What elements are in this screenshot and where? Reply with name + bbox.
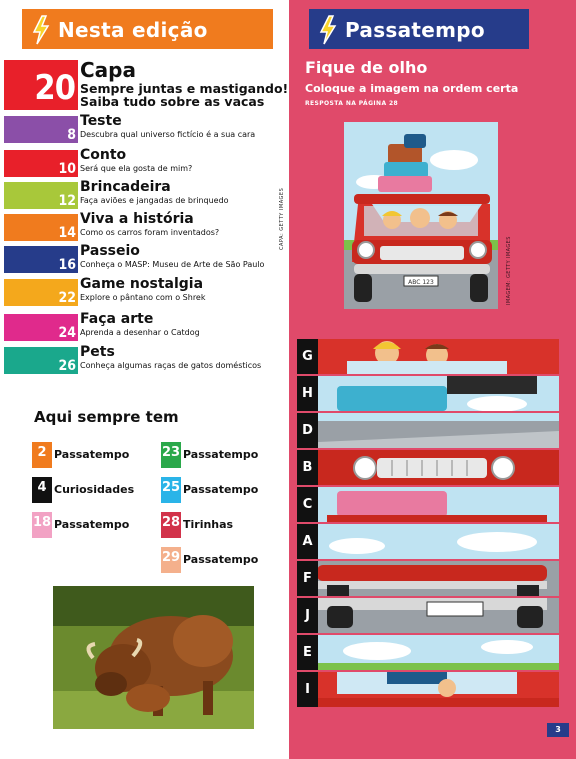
toc-item[interactable] [4, 113, 284, 143]
toc-description: Como os carros foram inventados? [80, 228, 220, 237]
strip-letter: C [302, 497, 313, 512]
page-number: 18 [32, 515, 52, 530]
page-number-badge [4, 150, 78, 177]
license-plate: ABC 123 [408, 279, 434, 286]
page-number: 10 [58, 161, 76, 177]
page-number: 3 [547, 723, 569, 737]
strip-image [297, 339, 559, 374]
always-item-label: Curiosidades [54, 483, 135, 496]
strip-letter: H [302, 386, 313, 401]
page-number: 24 [58, 325, 76, 341]
strip-letter-badge [297, 524, 318, 559]
toc-title: Passeio [80, 243, 140, 259]
puzzle-instruction: Coloque a imagem na ordem certa [305, 82, 519, 95]
puzzle-strip[interactable] [297, 413, 559, 448]
always-item[interactable] [161, 512, 281, 538]
strip-letter: D [302, 423, 313, 438]
strip-letter-badge [297, 598, 318, 633]
puzzle-title: Fique de olho [305, 58, 428, 77]
right-page [289, 0, 576, 759]
page-number-badge [161, 442, 181, 468]
page-number: 22 [58, 290, 76, 306]
page-number: 12 [58, 193, 76, 209]
toc-description: Conheça algumas raças de gatos domésticos [80, 361, 262, 370]
answer-note: RESPOSTA NA PÁGINA 28 [305, 100, 399, 107]
strip-letter: B [302, 460, 313, 475]
toc-title: Teste [80, 113, 122, 129]
strip-image [297, 487, 559, 522]
toc-item[interactable] [4, 344, 284, 374]
page-number-badge [4, 182, 78, 209]
page-number-badge [4, 314, 78, 341]
strip-image [297, 524, 559, 559]
page-number: 16 [58, 257, 76, 273]
puzzle-strip[interactable] [297, 339, 559, 374]
strip-letter: G [302, 349, 313, 364]
page-number: 29 [161, 550, 181, 565]
cow-photo [53, 586, 254, 729]
toc-description: Descubra qual universo fictício é a sua cara [80, 130, 256, 139]
toc-description: Aprenda a desenhar o Catdog [80, 328, 200, 337]
toc-description: Sempre juntas e mastigando! Saiba tudo sobre as vacas [80, 81, 289, 109]
always-item-label: Passatempo [54, 448, 130, 461]
page-number: 26 [58, 358, 76, 374]
puzzle-strip[interactable] [297, 487, 559, 522]
car-illustration [344, 122, 498, 309]
page-number: 4 [37, 480, 47, 495]
toc-title: Faça arte [80, 311, 154, 327]
strip-letter: A [302, 534, 313, 549]
puzzle-strip[interactable] [297, 561, 559, 596]
always-item[interactable] [32, 477, 152, 503]
toc-description: Explore o pântano com o Shrek [80, 293, 206, 302]
toc-description: Conheça o MASP: Museu de Arte de São Paulo [80, 260, 265, 269]
page-number: 2 [37, 445, 47, 460]
page-number: 14 [58, 225, 76, 241]
puzzle-strip[interactable] [297, 672, 559, 707]
toc-item-capa[interactable] [4, 58, 289, 110]
page-number-badge [4, 60, 78, 110]
strip-letter-badge [297, 487, 318, 522]
toc-title: Brincadeira [80, 179, 171, 195]
strip-image [297, 635, 559, 670]
always-item[interactable] [161, 477, 281, 503]
toc-title: Conto [80, 147, 127, 163]
strip-letter-badge [297, 413, 318, 448]
section-title: Passatempo [345, 18, 485, 42]
strip-letter-badge [297, 672, 318, 707]
always-item-label: Passatempo [54, 518, 130, 531]
always-item-label: Tirinhas [183, 518, 234, 531]
strip-letter-badge [297, 450, 318, 485]
page-number-badge [4, 214, 78, 241]
always-item[interactable] [161, 547, 281, 573]
strip-image [297, 450, 559, 485]
section-header [309, 9, 529, 49]
page-number-badge [161, 547, 181, 573]
page-number-badge [32, 512, 52, 538]
strip-letter: I [305, 682, 310, 697]
page-number-badge [4, 116, 78, 143]
page-number: 20 [34, 68, 75, 108]
always-item-label: Passatempo [183, 483, 259, 496]
page-number: 8 [67, 127, 76, 143]
puzzle-strip[interactable] [297, 635, 559, 670]
always-item-label: Passatempo [183, 553, 259, 566]
lightning-icon [30, 15, 52, 45]
strip-image [297, 376, 559, 411]
always-item[interactable] [32, 512, 152, 538]
toc-title: Pets [80, 344, 115, 360]
puzzle-strip[interactable] [297, 376, 559, 411]
toc-item[interactable] [4, 243, 284, 273]
toc-item[interactable] [4, 311, 284, 341]
toc-item[interactable] [4, 276, 284, 306]
toc-title: Capa [80, 58, 136, 82]
always-item[interactable] [161, 442, 281, 468]
puzzle-strip[interactable] [297, 598, 559, 633]
page-number: 25 [161, 480, 181, 495]
page-number-badge [32, 477, 52, 503]
page-number: 28 [161, 515, 181, 530]
image-credit: IMAGEM: GETTY IMAGES [506, 236, 512, 305]
puzzle-strip[interactable] [297, 450, 559, 485]
strip-image [297, 598, 559, 633]
strip-image [297, 561, 559, 596]
strip-letter: E [303, 645, 312, 660]
section-header [22, 9, 273, 49]
strip-letter-badge [297, 376, 318, 411]
always-section-title: Aqui sempre tem [34, 408, 179, 426]
strip-letter-badge [297, 339, 318, 374]
toc-title: Viva a história [80, 211, 194, 227]
strip-letter: J [305, 608, 310, 623]
toc-description: Faça aviões e jangadas de brinquedo [80, 196, 229, 205]
toc-title: Game nostalgia [80, 276, 204, 292]
strip-letter-badge [297, 561, 318, 596]
strip-letter-badge [297, 635, 318, 670]
lightning-icon [317, 15, 339, 45]
section-title: Nesta edição [58, 18, 208, 42]
strip-image [297, 413, 559, 448]
page-number-badge [4, 246, 78, 273]
page-number-badge [161, 512, 181, 538]
page-number-badge [4, 279, 78, 306]
page-number-badge [4, 347, 78, 374]
strip-letter: F [303, 571, 312, 586]
page-number-badge [32, 442, 52, 468]
always-item-label: Passatempo [183, 448, 259, 461]
toc-item[interactable] [4, 147, 284, 177]
cover-credit: CAPA: GETTY IMAGES [279, 187, 285, 250]
page-number-badge [161, 477, 181, 503]
strip-image [297, 672, 559, 707]
toc-item[interactable] [4, 211, 284, 241]
always-item[interactable] [32, 442, 152, 468]
page-number: 23 [161, 445, 181, 460]
toc-item[interactable] [4, 179, 284, 209]
puzzle-strip[interactable] [297, 524, 559, 559]
toc-description: Será que ela gosta de mim? [80, 164, 193, 173]
